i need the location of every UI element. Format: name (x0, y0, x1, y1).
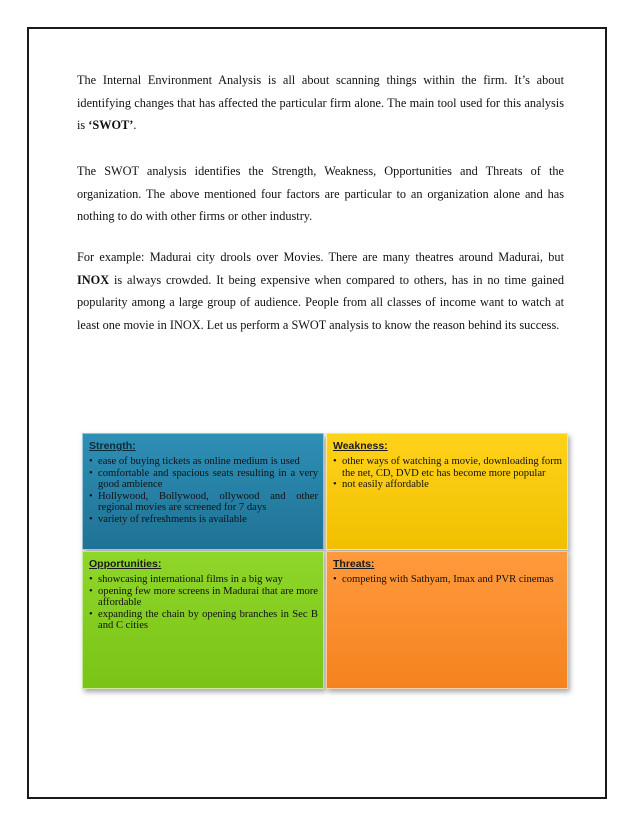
strength-item: • ease of buying tickets as online medium is used (89, 456, 318, 468)
paragraph-intro-text: The Internal Environment Analysis is all about scanning things within the firm. It’s about identifying changes that has affected the particular firm alone. The main tool used for this analysis is (77, 73, 564, 132)
opportunities-item: • expanding the chain by opening branches in Sec B and C cities (89, 609, 318, 632)
threats-item: • competing with Sathyam, Imax and PVR cinemas (333, 574, 562, 586)
paragraph-example-rest: is always crowded. It being expensive when compared to others, has in no time gained popularity among a large group of audience. People from all classes of income want to watch at least one movie in INOX. Let us perform a SWOT analysis to know the reason behind its success. (77, 272, 564, 332)
opportunities-item: • opening few more screens in Madurai that are more affordable (89, 586, 318, 609)
paragraph-intro-end: . (133, 118, 137, 132)
opportunities-quadrant (82, 551, 324, 689)
weakness-title: Weakness: (333, 440, 388, 452)
weakness-item: • not easily affordable (333, 479, 562, 491)
strength-item: • Hollywood, Bollywood, ollywood and other regional movies are screened for 7 days (89, 491, 318, 514)
weakness-item: • other ways of watching a movie, downloading form the net, CD, DVD etc has become more popular (333, 456, 562, 479)
threats-title: Threats: (333, 558, 375, 570)
opportunities-list (89, 574, 318, 632)
swot-emphasis: ‘SWOT’ (88, 118, 134, 132)
strength-title: Strength: (89, 440, 136, 452)
strength-item: • comfortable and spacious seats resulting in a very good ambience (89, 468, 318, 491)
strength-quadrant (82, 433, 324, 550)
strength-item: • variety of refreshments is available (89, 514, 318, 526)
opportunities-item: • showcasing international films in a big way (89, 574, 318, 586)
threats-list (333, 574, 562, 586)
paragraph-example (77, 246, 564, 336)
opportunities-title: Opportunities: (89, 558, 162, 570)
paragraph-example-text: For example: Madurai city drools over Movies. There are many theatres around Madurai, but (77, 250, 564, 264)
paragraph-intro (77, 69, 564, 137)
weakness-list (333, 456, 562, 491)
swot-matrix (82, 433, 568, 689)
strength-list (89, 456, 318, 525)
paragraph-swot-definition: The SWOT analysis identifies the Strength, Weakness, Opportunities and Threats of the organization. The above mentioned four factors are particular to an organization alone and has nothing to do with other firms or other industry. (77, 164, 564, 223)
inox-emphasis: INOX (77, 272, 110, 287)
threats-quadrant (326, 551, 568, 689)
weakness-quadrant (326, 433, 568, 550)
